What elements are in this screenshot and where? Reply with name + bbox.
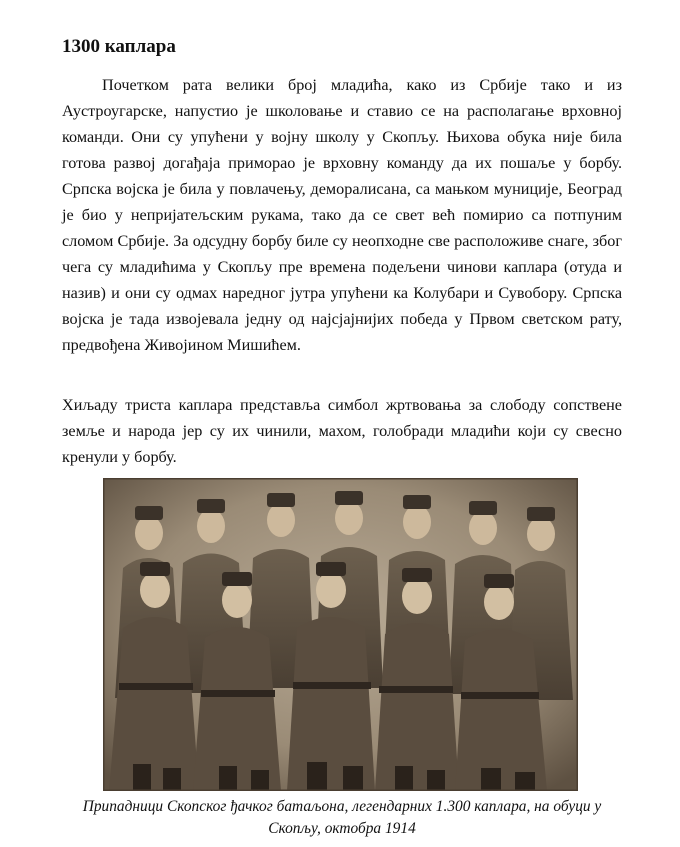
historical-group-photo [103, 478, 578, 791]
document-title: 1300 каплара [62, 36, 176, 57]
paragraph-2: Хиљаду триста каплара представља симбол жртвовања за слободу сопствене земље и народа јер су их чинили, махом, голобради младићи који су свесно кренули у борбу. [62, 396, 622, 466]
photo-illustration [103, 478, 578, 791]
photo-caption: Припадници Скопског ђачког батаљона, легендарних 1.300 каплара, на обуци у Скопљу, октобра 1914 [82, 798, 602, 837]
paragraph-1: Почетком рата велики број младића, како из Србије тако и из Аустроугарске, напустио је школовање и ставио се на располагање врховној команди. Они су упућени у војну школу у Скопљу. Њихова обука није била готова развој догађаја приморао је врховну команду да их пошаље у борбу. Српска војска је била у повлачењу, деморалисана, са мањком муниције, Београд је био у непријатељским рукама, тако да се свет већ помирио са потпуним сломом Србије. За одсудну борбу биле су неопходне све расположиве снаге, због чега су младићима у Скопљу пре времена подељени чинови каплара (отуда и назив) и они су одмах наредног јутра упућени ка Колубари и Сувобору. Српска војска је тада извојевала једну од најсјајнијих победа у Првом светском рату, предвођена Живојином Мишићем. [62, 76, 622, 354]
